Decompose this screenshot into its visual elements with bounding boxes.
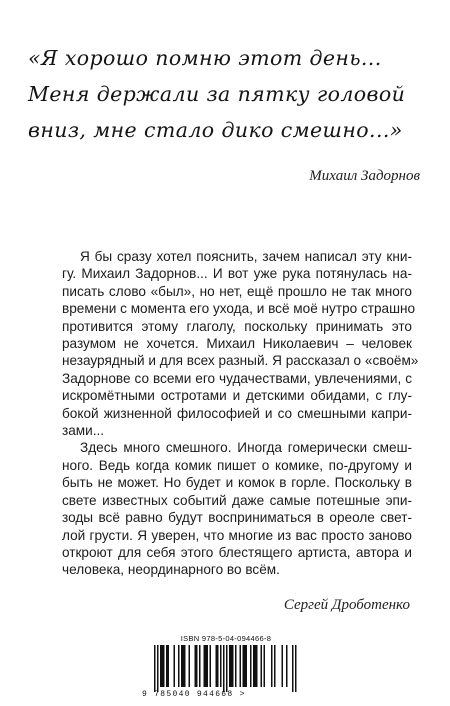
epigraph-quote [28,40,428,148]
barcode-bar [184,645,186,687]
text-line: бокой жизненной философией и со смешными капри- [62,405,412,421]
text-author: Сергей Дроботенко [283,597,410,613]
text-line: разумом не хочется. Михаил Николаевич – человек [62,336,412,352]
barcode-bar [205,645,207,687]
barcode-bar [163,645,165,687]
barcode-bar [261,645,263,687]
barcode-bar [235,645,237,687]
text-line: зоды всё равно будут восприниматься в ореоле свет- [62,510,412,526]
text-line: писать слово «был», но нет, ещё прошло не так много [62,283,412,299]
quote-author: Михаил Задорнов [309,168,420,184]
barcode-bar [174,645,176,687]
barcode-bar [216,645,218,687]
barcode-bar [162,645,164,687]
barcode-bar [157,645,159,692]
barcode-digits: 9 785040 944668 > [142,690,246,699]
barcode-bar [256,645,258,687]
barcode-bar [240,645,242,687]
barcode-bar [231,645,233,687]
text-line: зами... [62,423,105,439]
text-line: гу. Михаил Задорнов... И вот уже рука потянулась на- [62,266,412,282]
text-line: времени с момента его ухода, и всё моё нутро страшно [62,301,416,317]
barcode-bar [232,645,234,687]
barcode-bar [295,645,297,692]
barcode-bar [243,645,245,687]
barcode-bar [181,645,183,687]
barcode-bar [229,645,231,687]
text-line: искромётными остротами и детскими обидами, с глу- [62,388,412,404]
isbn-barcode [142,634,310,700]
text-line: откроют для себя этого блестящего артиста, автора и [62,544,412,560]
barcode-bar [274,645,276,687]
barcode-bar [250,645,252,687]
barcode-bar [271,645,273,687]
barcode-bar [154,645,156,692]
barcode-bar [207,645,209,687]
text-line: незаурядный и для всех разный. Я рассказал о «своём» [62,353,419,369]
barcode-bar [166,645,168,687]
barcode-bar [210,645,212,687]
barcode-bar [204,645,206,687]
text-line: Здесь много смешного. Иногда гомерически смеш- [80,440,412,456]
barcode-bar [244,645,246,687]
paragraph-2 [44,439,412,578]
barcode-bar [217,645,219,687]
barcode-bar [220,645,222,687]
text-line: противится этому глаголу, поскольку принимать это [62,318,412,334]
barcode-bar [292,645,294,692]
barcode-bar [255,645,257,687]
barcode-bar [199,645,201,687]
barcode-bar [183,645,185,687]
barcode-bar [223,645,225,692]
barcode-bar [286,645,288,687]
barcode-bar [264,645,266,687]
text-line: человека, неординарного во всём. [62,562,280,578]
barcode-bar [282,645,284,687]
text-line: лой грусти. Я уверен, что многие из вас просто заново [62,527,412,543]
text-line: ного. Ведь когда комик пишет о комике, по-другому и [62,457,412,473]
text-line: быть не может. Но будет и комок в горле. Поскольку в [62,475,412,491]
quote-line: Меня держали за пятку головой [28,82,406,106]
barcode-bar [253,645,255,687]
barcode-bar [246,645,248,687]
barcode-bar [168,645,170,687]
barcode-bar [160,645,162,687]
quote-line: вниз, мне стало дико смешно...» [28,118,403,142]
isbn-label: ISBN 978-5-04-094466-8 [180,634,272,643]
barcode-bar [178,645,180,687]
text-line: Задорнове со всеми его чудачествами, увлечениями, с [62,370,412,386]
paragraph-1 [44,248,419,439]
barcode-bars [142,644,310,692]
barcode-bar [196,645,198,687]
barcode-bar [189,645,191,687]
barcode-bar [226,645,228,692]
text-line: Я бы сразу хотел пояснить, зачем написал эту кни- [80,249,412,264]
annotation-text [44,248,419,579]
barcode-bar [195,645,197,687]
quote-line: «Я хорошо помню этот день... [28,46,382,70]
text-line: свете известных событий даже самые потешные эпи- [62,492,412,508]
